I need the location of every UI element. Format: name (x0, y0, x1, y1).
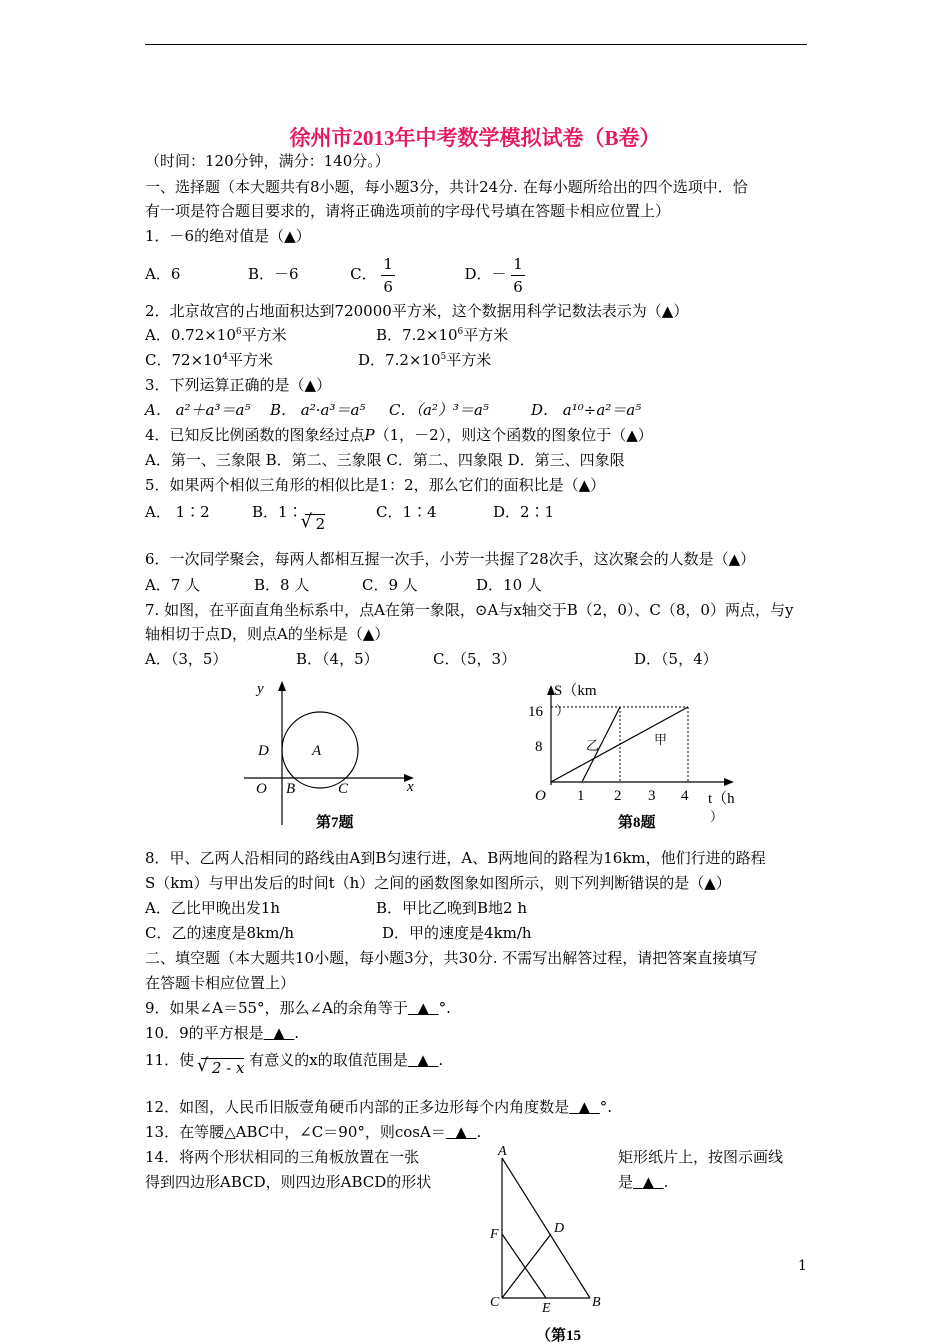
q2-option-b: B．$7.2\times 10^6$平方米 (376, 326, 509, 344)
q7-label-d: D (258, 743, 269, 759)
q5-option-d: D．2∶1 (493, 503, 555, 521)
q9-blank: ▲ (417, 999, 430, 1017)
q7-option-d: D．（5，4） (634, 650, 718, 668)
q7-y-arrow (278, 681, 286, 691)
q9: 9．如果∠A＝55°，那么∠A的余角等于 ▲ °. (145, 999, 451, 1017)
section-1-heading-cont: 有一项是符合题目要求的，请将正确选项前的字母代号填在答题卡相应位置上） (145, 202, 671, 220)
q15-segment-cd (502, 1234, 551, 1298)
q4-stem: 4．已知反比例函数的图象经过点P（1，－2），则这个函数的图象位于（▲） (145, 426, 653, 444)
q8-label-3: 3 (648, 788, 656, 804)
q8-stem-cont: S（km）与甲出发后的时间t（h）之间的函数图象如图所示，则下列判断错误的是（▲） (145, 874, 731, 892)
q1-option-c-fraction: $\frac{1}{6}$ (383, 254, 393, 296)
q6-stem: 6．一次同学聚会，每两人都相互握一次手，小芳一共握了28次手，这次聚会的人数是（▲） (145, 550, 756, 568)
q5-sqrt: √ 2 (305, 514, 326, 533)
q8-label-8: 8 (535, 739, 543, 755)
q2-option-a: A．$0.72\times 10^6$平方米 (145, 326, 287, 344)
q10: 10．9的平方根是 ▲ . (145, 1024, 300, 1042)
q15-label-e: E (542, 1301, 551, 1316)
q3-stem: 3．下列运算正确的是（▲） (145, 376, 332, 394)
page-title: 徐州市2013年中考数学模拟试卷（B卷） (289, 126, 661, 150)
q14-blank: ▲ (642, 1173, 655, 1191)
q1-option-d-fraction: $\frac{1}{6}$ (513, 254, 523, 296)
q14-line2-left: 得到四边形ABCD，则四边形ABCD的形状 (145, 1173, 432, 1191)
q2-option-c: C．$72\times 10^4$平方米 (145, 351, 273, 369)
q8-option-c: C．乙的速度是8km/h (145, 924, 295, 942)
q11-blank: ▲ (417, 1051, 429, 1069)
q14-line1-right: 矩形纸片上，按图示画线 (618, 1148, 784, 1166)
q8-option-d: D．甲的速度是4km/h (382, 924, 532, 942)
q15-label-f: F (490, 1227, 499, 1242)
q15-label-c: C (490, 1295, 500, 1310)
q7-label-b: B (286, 781, 296, 797)
q7-option-b: B．（4，5） (296, 650, 379, 668)
q8-t-arrow (724, 778, 734, 786)
q7-option-c: C．（5，3） (433, 650, 517, 668)
q2-stem: 2．北京故宫的占地面积达到720000平方米，这个数据用科学记数法表示为（▲） (145, 302, 689, 320)
q8-label-yi: 乙 (586, 738, 600, 753)
q10-blank: ▲ (273, 1024, 285, 1042)
q1-option-d: D．－ (464, 265, 507, 283)
q3-option-d: D． a¹⁰÷a²＝a⁵ (531, 401, 642, 419)
section-1-heading: 一、选择题（本大题共有8小题，每小题3分，共计24分. 在每小题所给出的四个选项中．恰 (145, 178, 748, 196)
q6-option-a: A．7 人 (145, 576, 201, 594)
q8-line-jia (551, 707, 688, 782)
q13-blank: ▲ (455, 1123, 467, 1141)
q7-stem: 7. 如图，在平面直角坐标系中，点A在第一象限，⊙A与x轴交于B（2，0）、C（8，0）两点，与y (145, 601, 794, 619)
page-number: 1 (798, 1258, 807, 1274)
section-2-heading: 二、填空题（本大题共10小题，每小题3分，共30分. 不需写出解答过程，请把答案直接填写 (145, 949, 758, 967)
q11: 11．使 √ 2 - x 有意义的x的取值范围是 ▲ . (145, 1050, 443, 1070)
q7-caption: 第7题 (316, 815, 354, 831)
q8-stem: 8．甲、乙两人沿相同的路线由A到B匀速行进，A、B两地间的路程为16km，他们行进的路程 (145, 849, 766, 867)
q8-label-o: O (535, 788, 546, 804)
q12-blank: ▲ (578, 1098, 591, 1116)
q8-caption: 第8题 (618, 815, 656, 831)
q3-option-a: A． a²＋a³＝a⁵ (145, 401, 251, 419)
q8-label-s-text: S（km (554, 683, 597, 699)
q1-option-c: C． (350, 265, 377, 283)
q6-option-d: D．10 人 (476, 576, 542, 594)
q7-figure (232, 675, 432, 835)
q2-option-d: D．$7.2\times 10^5$平方米 (358, 351, 492, 369)
q13: 13．在等腰△ABC中，∠C＝90°，则cosA＝ ▲ . (145, 1123, 482, 1141)
q8-label-s-paren: ） (556, 703, 570, 718)
q8-option-b: B．甲比乙晚到B地2 h (376, 899, 528, 917)
q5-option-b: B．1∶√ 2 (252, 502, 325, 522)
q7-stem-cont: 轴相切于点D，则点A的坐标是（▲） (145, 625, 390, 643)
q8-label-1: 1 (577, 788, 585, 804)
q7-label-c: C (338, 781, 349, 797)
q15-label-d: D (554, 1221, 565, 1236)
q5-option-c: C．1∶4 (376, 503, 437, 521)
q8-figure (524, 675, 754, 835)
q11-sqrt: √ 2 - x (201, 1058, 245, 1077)
q6-option-c: C．9 人 (362, 576, 418, 594)
header-rule (145, 44, 807, 45)
q15-label-a: A (498, 1144, 507, 1159)
q7-option-a: A．（3，5） (145, 650, 228, 668)
q1-option-a: A．6 (145, 265, 181, 283)
q15-side-ab (502, 1158, 590, 1298)
q8-option-a: A．乙比甲晚出发1h (145, 899, 281, 917)
q14-line2-right: 是 ▲ . (618, 1173, 669, 1191)
q7-label-a: A (312, 743, 322, 759)
q3-option-c: C．（a²）³＝a⁵ (389, 401, 489, 419)
q14-line1-left: 14．将两个形状相同的三角板放置在一张 (145, 1148, 420, 1166)
q1-stem: 1．－6的绝对值是（▲） (145, 227, 311, 245)
q1-option-b: B．－6 (247, 265, 299, 283)
q8-label-4: 4 (681, 788, 689, 804)
q15-figure (480, 1140, 620, 1344)
q15-label-b: B (592, 1295, 601, 1310)
q4-options: A．第一、三象限 B．第二、三象限 C．第二、四象限 D．第三、四象限 (145, 451, 625, 469)
q7-label-o: O (256, 781, 267, 797)
q8-label-t-paren: ） (710, 809, 724, 824)
q5-option-a: A． 1∶2 (145, 503, 210, 521)
q12: 12．如图，人民币旧版壹角硬币内部的正多边形每个内角度数是 ▲ °. (145, 1098, 613, 1116)
q3-option-b: B． a²·a³＝a⁵ (270, 401, 366, 419)
q8-label-16: 16 (528, 704, 543, 720)
q8-label-jia: 甲 (654, 732, 668, 747)
q1-options (145, 252, 525, 298)
q5-stem: 5．如果两个相似三角形的相似比是1：2，那么它们的面积比是（▲） (145, 476, 606, 494)
exam-info: （时间：120分钟，满分：140分。） (145, 152, 390, 170)
section-2-heading-cont: 在答题卡相应位置上） (145, 974, 296, 992)
q8-label-2: 2 (614, 788, 622, 804)
q7-label-x: x (407, 779, 414, 795)
q8-label-t: t（h (708, 791, 735, 807)
q15-caption: （第15 (536, 1328, 582, 1344)
q7-label-y: y (257, 681, 264, 697)
q6-option-b: B．8 人 (254, 576, 310, 594)
